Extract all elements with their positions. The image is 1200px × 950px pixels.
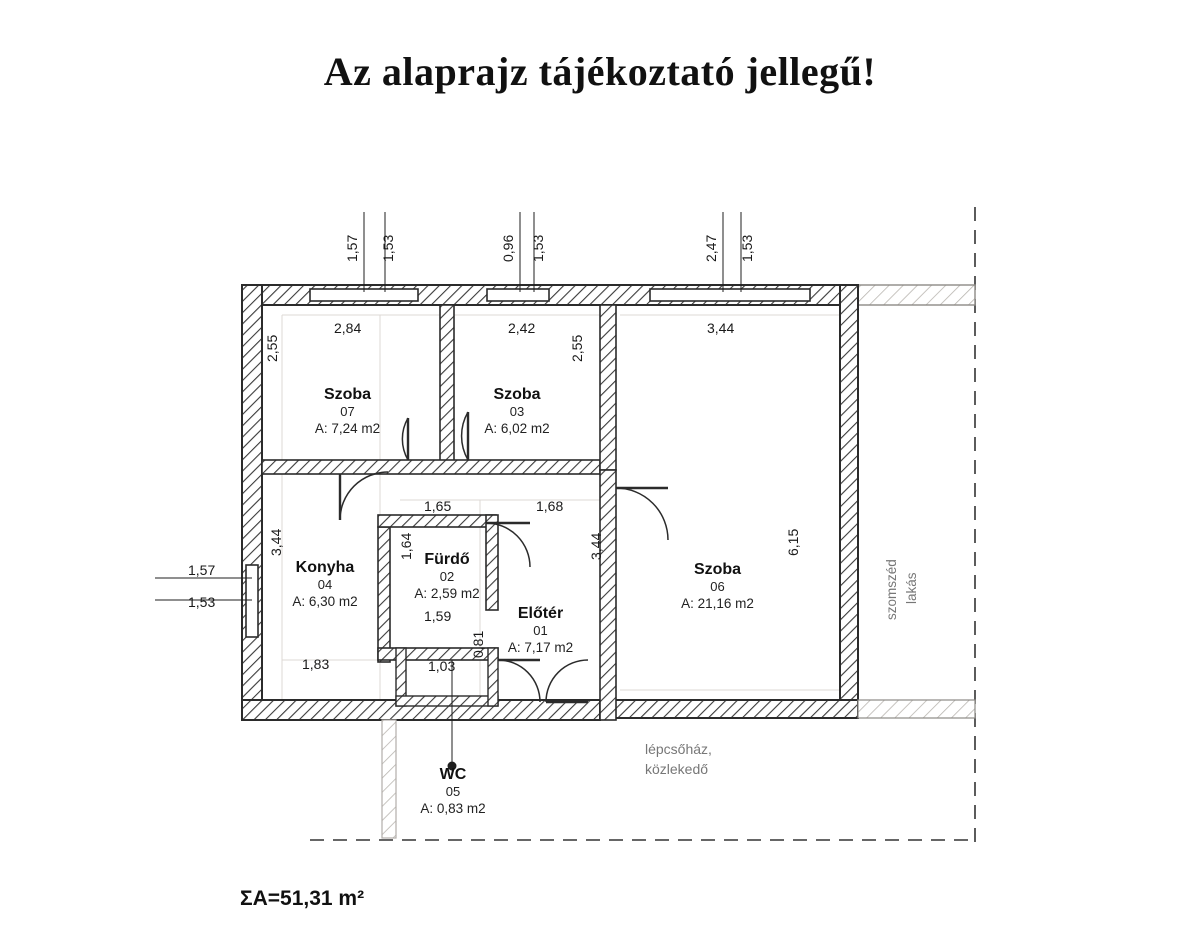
dim-room-width-2: 2,42 — [508, 320, 536, 336]
dim-room-width-3: 3,44 — [707, 320, 735, 336]
neighbor-label-line2: lakás — [904, 572, 919, 604]
dim-furdo-inner: 1,59 — [424, 608, 452, 624]
dim-left-window-1: 1,57 — [188, 562, 216, 578]
dim-depth-szoba-07: 2,55 — [264, 334, 280, 362]
dim-furdo-width: 1,65 — [424, 498, 452, 514]
dim-wc-height: 0,81 — [470, 630, 486, 658]
dim-top-window-5: 2,47 — [703, 234, 719, 262]
dim-left-window-2: 1,53 — [188, 594, 216, 610]
room-label-szoba-06 — [630, 560, 805, 612]
room-area: A: 7,17 m2 — [507, 640, 574, 655]
dim-top-window-2: 1,53 — [380, 234, 396, 262]
dim-room-width-1: 2,84 — [334, 320, 362, 336]
room-number: 03 — [509, 404, 525, 419]
room-label-elotér-01 — [488, 604, 593, 656]
room-number: 07 — [340, 404, 355, 419]
room-name: Előtér — [517, 605, 564, 622]
room-label-konyha-04 — [265, 558, 385, 610]
room-name: Szoba — [493, 386, 541, 403]
stairwell-label-line1: lépcsőház, — [645, 741, 712, 757]
room-name: Fürdő — [424, 551, 470, 568]
room-area: A: 6,30 m2 — [292, 594, 358, 609]
room-number: 05 — [445, 784, 461, 799]
stairwell-label-line2: közlekedő — [645, 761, 709, 777]
page-title: Az alaprajz tájékoztató jellegű! — [323, 49, 877, 94]
dim-wc-width: 1,03 — [428, 658, 456, 674]
dim-top-window-4: 1,53 — [530, 234, 546, 262]
dim-height-szoba-06: 6,15 — [785, 528, 801, 556]
room-number: 02 — [439, 569, 455, 584]
room-number: 01 — [533, 623, 548, 638]
room-name: Szoba — [323, 386, 372, 403]
room-area: A: 0,83 m2 — [420, 801, 486, 816]
dim-top-window-6: 1,53 — [739, 234, 755, 262]
dim-konyha-width: 1,83 — [302, 656, 330, 672]
dim-depth-szoba-03: 2,55 — [569, 334, 585, 362]
dim-top-window-3: 0,96 — [500, 234, 516, 262]
room-label-szoba-07 — [275, 385, 420, 437]
dim-konyha-height: 3,44 — [268, 528, 284, 556]
room-label-szoba-03 — [452, 385, 582, 437]
room-area: A: 2,59 m2 — [414, 586, 480, 601]
dim-elotér-width: 1,68 — [536, 498, 564, 514]
room-area: A: 6,02 m2 — [484, 421, 550, 436]
total-area-label: ΣA=51,31 m² — [240, 887, 365, 910]
dim-elotér-height: 3,44 — [588, 532, 604, 560]
dim-furdo-height: 1,64 — [398, 532, 414, 560]
room-label-wc-05 — [398, 765, 508, 817]
room-name: Konyha — [295, 559, 355, 576]
neighbor-label-line1: szomszéd — [884, 559, 899, 620]
room-area: A: 21,16 m2 — [681, 596, 754, 611]
room-name: WC — [439, 766, 467, 783]
room-number: 04 — [317, 577, 333, 592]
room-number: 06 — [710, 579, 725, 594]
dim-top-window-1: 1,57 — [344, 234, 360, 262]
room-area: A: 7,24 m2 — [314, 421, 381, 436]
room-name: Szoba — [693, 561, 742, 578]
